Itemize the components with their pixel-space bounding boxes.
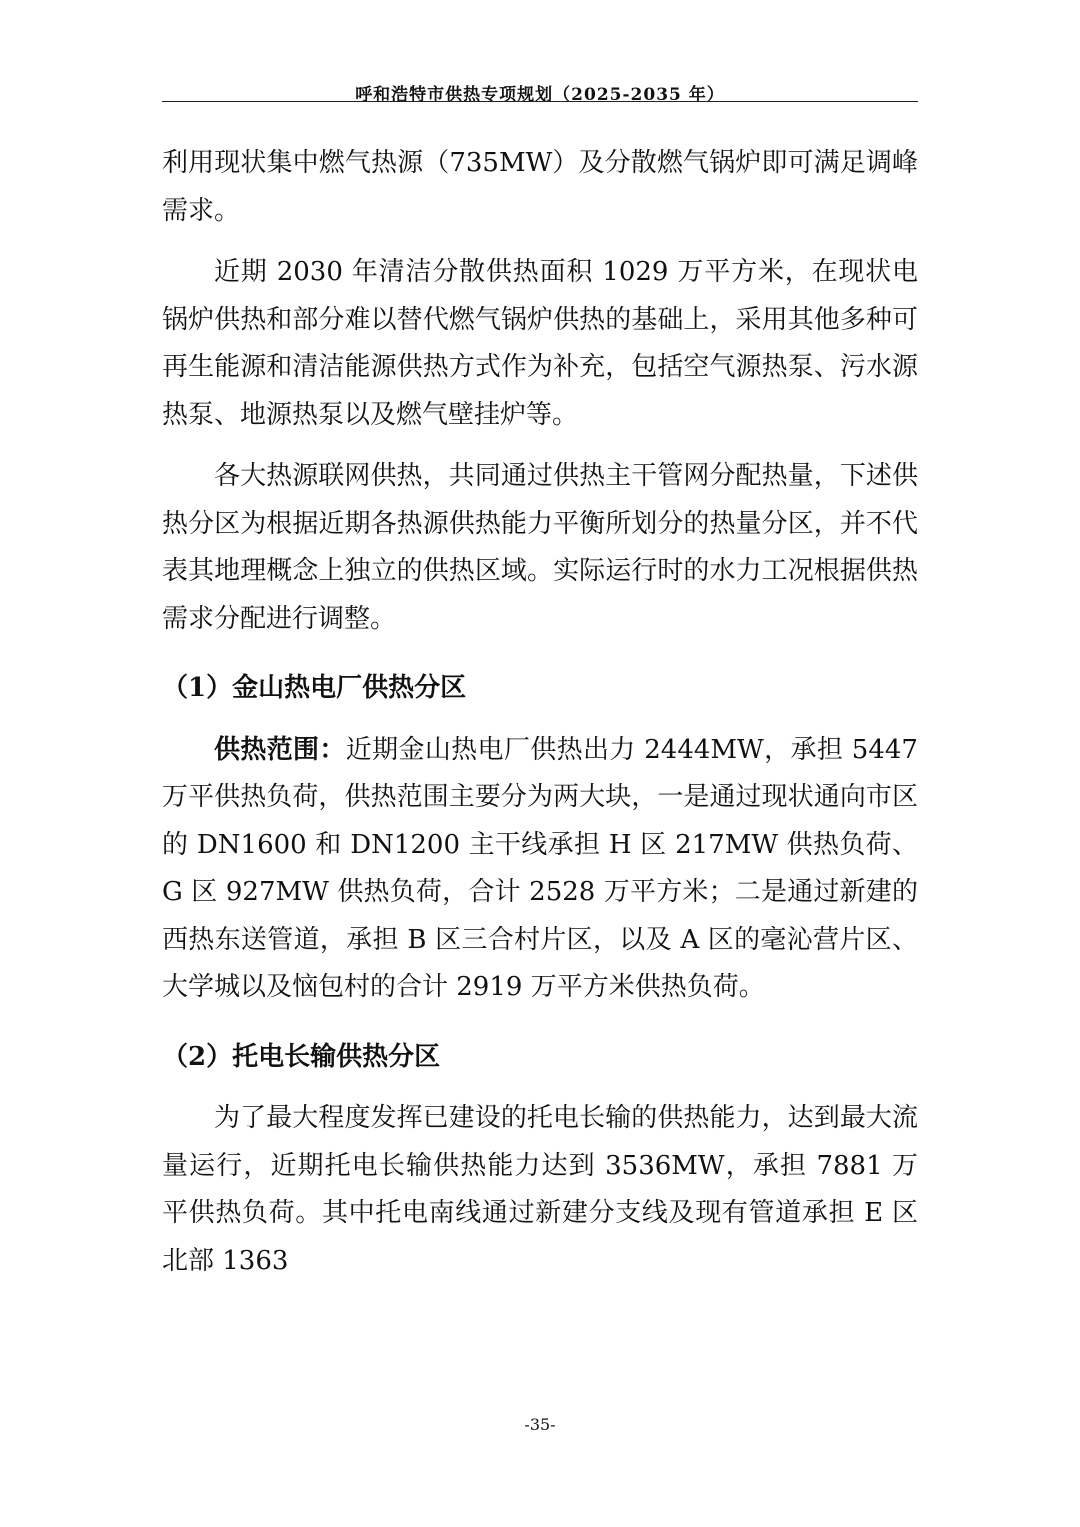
header-divider <box>162 101 918 102</box>
section-1-text: 近期金山热电厂供热出力 2444MW，承担 5447 万平供热负荷，供热范围主要分为两大块，一是通过现状通向市区的 DN1600 和 DN1200 主干线承担 H 区 217MW 供热负荷、G 区 927MW 供热负荷，合计 2528 万平方米；二是通过新建的西热东送管道，承担 B 区三合村片区，以及 A 区的毫沁营片区、大学城以及恼包村的合计 2919 万平方米供热负荷。 <box>162 734 918 1002</box>
paragraph-1: 利用现状集中燃气热源（735MW）及分散燃气锅炉即可满足调峰需求。 <box>162 148 918 226</box>
section-1-paragraph <box>162 727 918 1012</box>
paragraph-3: 各大热源联网供热，共同通过供热主干管网分配热量，下述供热分区为根据近期各热源供热能力平衡所划分的热量分区，并不代表其地理概念上独立的供热区域。实际运行时的水力工况根据供热需求分配进行调整。 <box>162 461 918 634</box>
page-number: -35- <box>524 1415 556 1434</box>
section-1-heading: （1）金山热电厂供热分区 <box>162 673 467 703</box>
page-header-title: 呼和浩特市供热专项规划（2025-2035 年） <box>355 85 725 105</box>
paragraph-2: 近期 2030 年清洁分散供热面积 1029 万平方米，在现状电锅炉供热和部分难以替代燃气锅炉供热的基础上，采用其他多种可再生能源和清洁能源供热方式作为补充，包括空气源热泵、污水源热泵、地源热泵以及燃气壁挂炉等。 <box>162 257 918 430</box>
section-2-heading: （2）托电长输供热分区 <box>162 1041 441 1072</box>
section-1-lead: 供热范围： <box>214 734 346 765</box>
section-2-paragraph: 为了最大程度发挥已建设的托电长输的供热能力，达到最大流量运行，近期托电长输供热能力达到 3536MW，承担 7881 万平供热负荷。其中托电南线通过新建分支线及现有管道承担 E 区北部 1363 <box>162 1103 918 1276</box>
body-text <box>162 140 918 1285</box>
